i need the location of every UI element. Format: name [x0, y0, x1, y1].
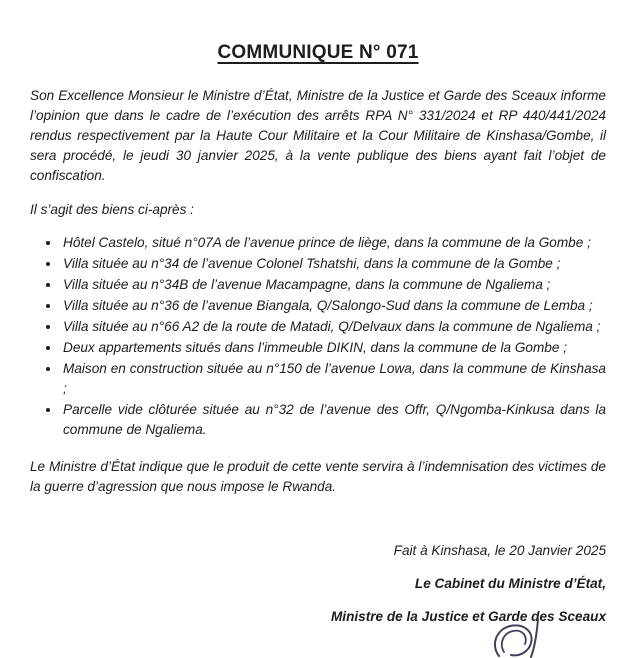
- confiscated-assets-list: [30, 233, 606, 440]
- closing-block: [30, 541, 606, 627]
- place-date-line: Fait à Kinshasa, le 20 Janvier 2025: [393, 543, 606, 558]
- list-intro-text: Il s’agit des biens ci-après :: [30, 202, 194, 217]
- signatory-line-2: Ministre de la Justice et Garde des Sceaux: [330, 609, 606, 624]
- list-item: • Villa située au n°36 de l’avenue Biangala, Q/Salongo-Sud dans la commune de Lemba ;: [61, 296, 606, 316]
- signatory-line-1: Le Cabinet du Ministre d’État,: [414, 576, 606, 591]
- list-item: • Hôtel Castelo, situé n°07A de l’avenue prince de liège, dans la commune de la Gombe ;: [61, 233, 606, 253]
- signature-scribble-icon: [487, 618, 559, 658]
- communique-document: [0, 42, 636, 647]
- paragraph-introduction: Son Excellence Monsieur le Ministre d’État, Ministre de la Justice et Garde des Sceaux informe l’opinion que dans le cadre de l’exécution des arrêts RPA N° 331/2024 et RP 440/441/2024 rendus respectivement par la Haute Cour Militaire et la Cour Militaire de Kinshasa/Gombe, il sera procédé, le jeudi 30 janvier 2025, à la vente publique des biens ayant fait l’objet de confiscation.: [30, 88, 606, 183]
- list-item: • Villa située au n°34 de l’avenue Colonel Tshatshi, dans la commune de la Gombe ;: [61, 254, 606, 274]
- list-item: • Villa située au n°34B de l’avenue Macampagne, dans la commune de Ngaliema ;: [61, 275, 606, 295]
- list-item: • Maison en construction située au n°150 de l’avenue Lowa, dans la commune de Kinshasa ;: [61, 359, 606, 399]
- list-item: • Villa située au n°66 A2 de la route de Matadi, Q/Delvaux dans la commune de Ngaliema ;: [61, 317, 606, 337]
- paragraph-conclusion: Le Ministre d’État indique que le produit de cette vente servira à l’indemnisation des victimes de la guerre d’agression que nous impose le Rwanda.: [30, 459, 606, 494]
- list-item: • Deux appartements situés dans l’immeuble DIKIN, dans la commune de la Gombe ;: [61, 338, 606, 358]
- document-title-text: COMMUNIQUE N° 071: [217, 42, 419, 63]
- document-body: [0, 42, 636, 627]
- document-title: [30, 42, 606, 64]
- list-item: • Parcelle vide clôturée située au n°32 de l’avenue des Offr, Q/Ngomba-Kinkusa dans la commune de Ngaliema.: [61, 400, 606, 440]
